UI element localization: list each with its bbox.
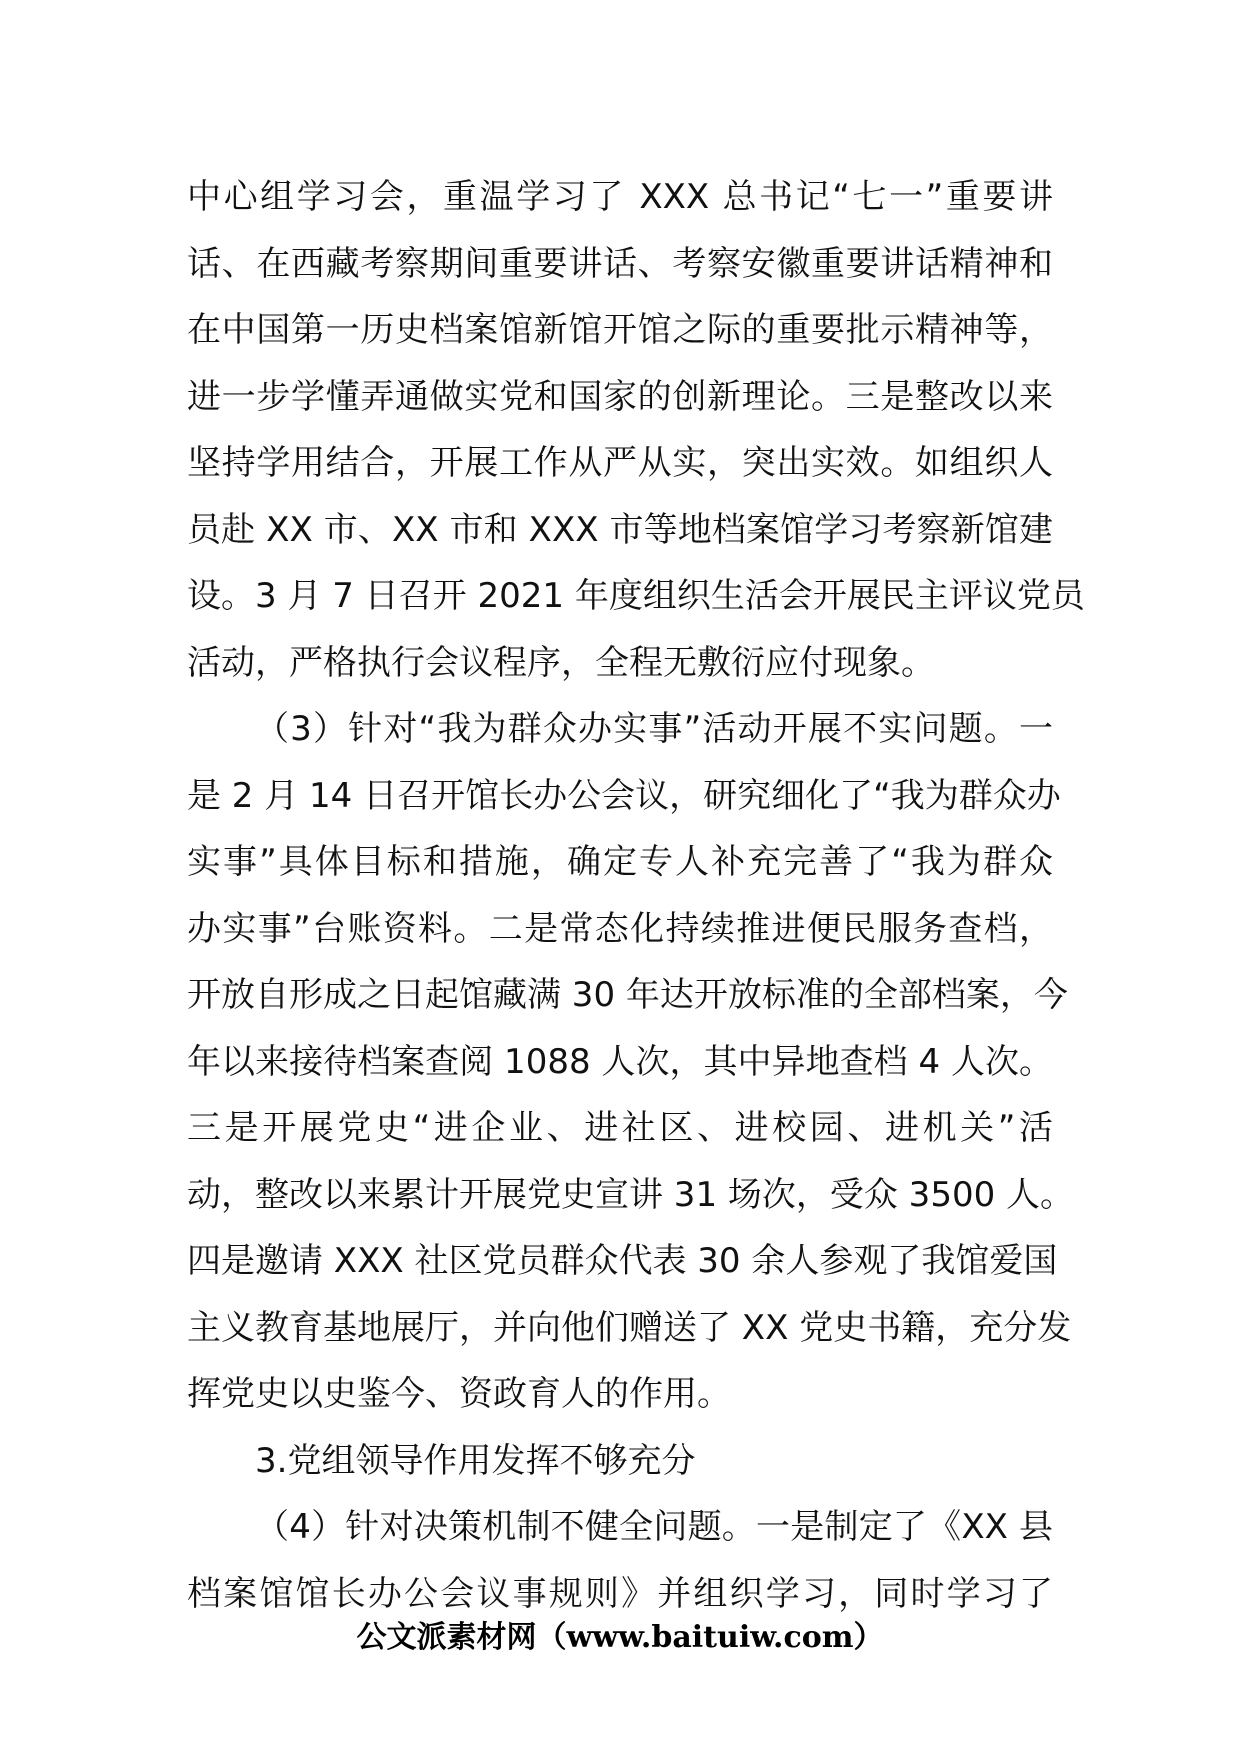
text-line: 中心组学习会，重温学习了 XXX 总书记“七一”重要讲	[187, 177, 1053, 217]
text-line: 动，整改以来累计开展党史宣讲 31 场次，受众 3500 人。	[187, 1174, 1075, 1215]
text-line: 坚持学用结合，开展工作从严从实，突出实效。如组织人	[187, 443, 1053, 483]
text-line: 挥党史以史鉴今、资政育人的作用。	[187, 1374, 731, 1414]
paragraph-start-line: （4）针对决策机制不健全问题。一是制定了《XX 县	[255, 1507, 1053, 1547]
document-body	[187, 164, 1085, 1627]
text-line: 档案馆馆长办公会议事规则》并组织学习，同时学习了	[187, 1573, 1053, 1614]
text-line: 主义教育基地展厅，并向他们赠送了 XX 党史书籍，充分发	[187, 1307, 1072, 1348]
text-line: 四是邀请 XXX 社区党员群众代表 30 余人参观了我馆爱国	[187, 1241, 1058, 1281]
text-line: 三是开展党史“进企业、进社区、进校园、进机关”活	[187, 1108, 1053, 1148]
text-line: 实事”具体目标和措施，确定专人补充完善了“我为群众	[187, 842, 1053, 882]
text-line: 年以来接待档案查阅 1088 人次，其中异地查档 4 人次。	[187, 1041, 1053, 1082]
footer-watermark-text: 公文派素材网（www.baituiw.com）	[356, 1620, 884, 1655]
text-line: 活动，严格执行会议程序，全程无敷衍应付现象。	[187, 642, 935, 683]
paragraph-start-line: （3）针对“我为群众办实事”活动开展不实问题。一	[255, 709, 1053, 749]
text-line: 进一步学懂弄通做实党和国家的创新理论。三是整改以来	[187, 376, 1053, 417]
text-line: 开放自形成之日起馆藏满 30 年达开放标准的全部档案，今	[187, 975, 1068, 1015]
text-line: 是 2 月 14 日召开馆长办公会议，研究细化了“我为群众办	[187, 775, 1061, 816]
text-line: 话、在西藏考察期间重要讲话、考察安徽重要讲话精神和	[187, 243, 1053, 284]
section-heading: 3.党组领导作用发挥不够充分	[255, 1440, 696, 1481]
text-line: 办实事”台账资料。二是常态化持续推进便民服务查档，	[187, 908, 1053, 949]
text-line: 在中国第一历史档案馆新馆开馆之际的重要批示精神等，	[187, 310, 1053, 350]
text-line: 员赴 XX 市、XX 市和 XXX 市等地档案馆学习考察新馆建	[187, 509, 1053, 550]
text-line: 设。3 月 7 日召开 2021 年度组织生活会开展民主评议党员	[187, 576, 1085, 616]
